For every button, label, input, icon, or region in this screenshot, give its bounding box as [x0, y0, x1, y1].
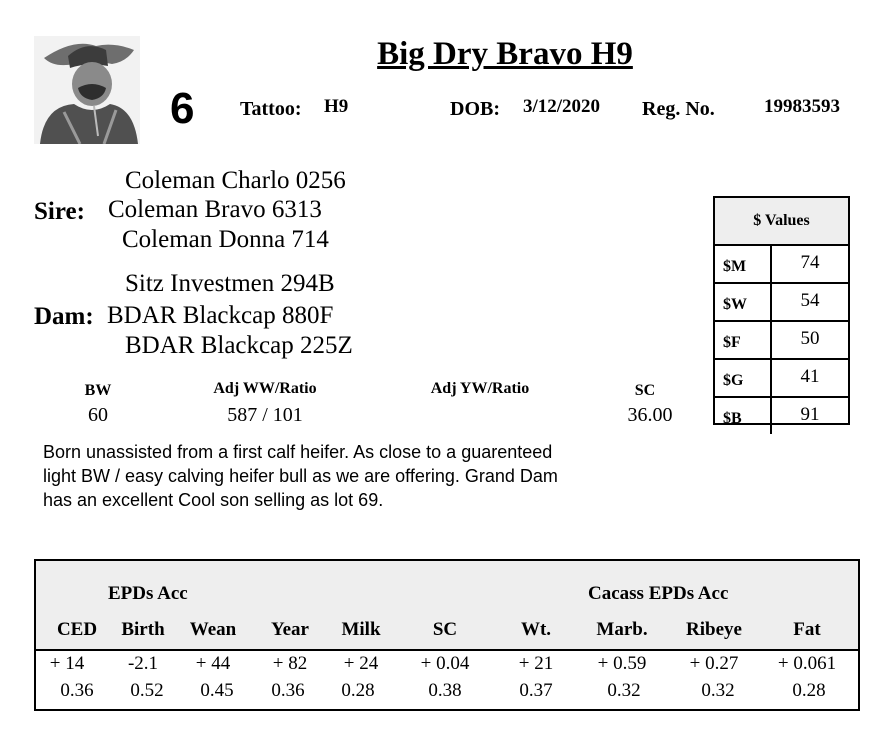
perf-value-bw: 60 [88, 404, 108, 426]
epd-col-marb: Marb. [596, 619, 648, 640]
epd-col-ribeye: Ribeye [686, 619, 742, 640]
dollar-value-number: 54 [800, 290, 820, 311]
carcass-epd-group-label: Cacass EPDs Acc [588, 583, 729, 604]
dollar-value-name: $W [715, 284, 772, 320]
acc-value-milk: 0.28 [341, 680, 375, 701]
dollar-value-number: 50 [800, 328, 820, 349]
dob-label: DOB: [450, 98, 500, 120]
epd-value-wt: + 21 [518, 653, 554, 674]
dollar-value-row [715, 246, 848, 284]
epd-table [34, 559, 860, 711]
dollar-value-number: 74 [800, 252, 820, 273]
lot-number: 6 [170, 84, 195, 133]
epd-col-ced: CED [56, 619, 98, 640]
sire-sire-name: Coleman Charlo 0256 [125, 167, 346, 194]
dollar-values-title: $ Values [715, 198, 848, 246]
dollar-value-row [715, 284, 848, 322]
sire-dam-name: Coleman Donna 714 [122, 226, 329, 253]
dollar-value-row [715, 322, 848, 360]
epd-value-sc: + 0.04 [420, 653, 470, 674]
dollar-value-number: 91 [800, 404, 820, 425]
dam-dam-name: BDAR Blackcap 225Z [125, 332, 353, 359]
epd-value-fat: + 0.061 [777, 653, 837, 674]
dam-label: Dam: [34, 303, 94, 330]
epd-value-ribeye: + 0.27 [689, 653, 739, 674]
epd-col-sc: SC [432, 619, 458, 640]
acc-value-fat: 0.28 [792, 680, 826, 701]
dam-name: BDAR Blackcap 880F [107, 302, 334, 329]
epd-col-fat: Fat [793, 619, 821, 640]
dollar-value-name: $F [715, 322, 772, 358]
perf-header-ww: Adj WW/Ratio [213, 380, 317, 397]
epd-group-label: EPDs Acc [108, 583, 188, 604]
tattoo-label: Tattoo: [240, 98, 302, 120]
dollar-value-name: $B [715, 398, 772, 434]
acc-value-ribeye: 0.32 [701, 680, 735, 701]
epd-table-header [36, 561, 858, 651]
dollar-value-name: $M [715, 246, 772, 282]
acc-value-birth: 0.52 [130, 680, 164, 701]
perf-header-sc: SC [634, 382, 656, 399]
perf-header-yw: Adj YW/Ratio [430, 380, 530, 397]
reg-no-label: Reg. No. [642, 98, 715, 120]
epd-col-wean: Wean [189, 619, 237, 640]
perf-header-bw: BW [84, 382, 112, 399]
acc-value-marb: 0.32 [607, 680, 641, 701]
animal-name-title: Big Dry Bravo H9 [377, 36, 633, 72]
acc-value-wt: 0.37 [519, 680, 553, 701]
acc-value-ced: 0.36 [60, 680, 94, 701]
sire-label: Sire: [34, 198, 85, 225]
epd-col-wt: Wt. [520, 619, 552, 640]
acc-value-sc: 0.38 [428, 680, 462, 701]
acc-value-wean: 0.45 [200, 680, 234, 701]
epd-value-birth: -2.1 [127, 653, 159, 674]
epd-value-milk: + 24 [343, 653, 379, 674]
epd-col-birth: Birth [121, 619, 165, 640]
sire-name: Coleman Bravo 6313 [108, 196, 322, 223]
epd-value-marb: + 0.59 [597, 653, 647, 674]
dam-sire-name: Sitz Investmen 294B [125, 270, 335, 297]
dollar-value-number: 41 [800, 366, 820, 387]
dollar-value-row [715, 398, 848, 434]
acc-value-year: 0.36 [271, 680, 305, 701]
tattoo-value: H9 [324, 96, 349, 117]
dollar-value-name: $G [715, 360, 772, 396]
reg-no-value: 19983593 [764, 96, 840, 117]
lot-notes: Born unassisted from a first calf heifer. As close to a guarenteed light BW / easy calving heifer bull as we are offering. Grand Dam has an excellent Cool son selling as lot 69. [43, 442, 558, 510]
dob-value: 3/12/2020 [523, 96, 601, 117]
dollar-values-table [713, 196, 850, 425]
epd-value-wean: + 44 [195, 653, 231, 674]
epd-value-ced: + 14 [49, 653, 85, 674]
perf-value-ww: 587 / 101 [227, 404, 303, 426]
perf-value-sc: 36.00 [627, 404, 673, 426]
dollar-value-row [715, 360, 848, 398]
epd-col-year: Year [271, 619, 309, 640]
epd-value-year: + 82 [272, 653, 308, 674]
epd-col-milk: Milk [341, 619, 381, 640]
